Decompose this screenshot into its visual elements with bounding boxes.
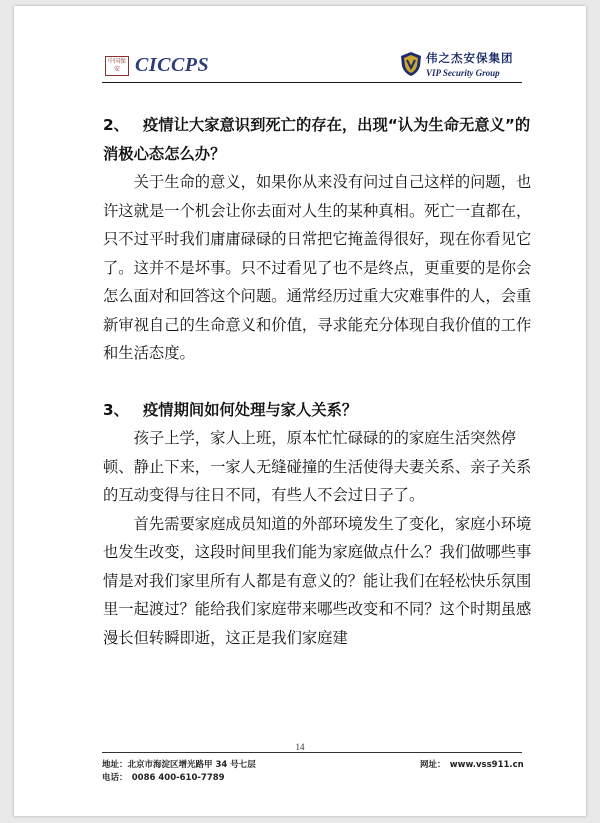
ciccps-emblem: 中国保安 [105,56,129,76]
paragraph: 孩子上学，家人上班，原本忙忙碌碌的的家庭生活突然停顿、静止下来，一家人无缝碰撞的生活使得夫妻关系、亲子关系的互动变得与往日不同，有些人不会过日子了。 [103,429,532,504]
ciccps-logo-text: CICCPS [135,54,210,76]
section-title: 疫情让大家意识到死亡的存在，出现“认为生命无意义”的消极心态怎么办？ [103,116,531,163]
shield-icon [400,51,422,77]
header-divider [102,82,522,83]
footer-phone: 电话： 0086 400-610-7789 [102,773,225,783]
section-heading-2 [103,111,537,168]
vip-security-logo [400,50,514,78]
section-title: 疫情期间如何处理与家人关系？ [143,400,358,419]
section-heading-3 [103,396,537,425]
document-page [14,6,586,816]
paragraph: 关于生命的意义，如果你从来没有问过自己这样的问题，也许这就是一个机会让你去面对人生的某种真相。死亡一直都在，只不过平时我们庸庸碌碌的日常把它掩盖得很好，现在你看见它了。这并不是坏事。只不过看见了也不是终点，更重要的是你会怎么面对和回答这个问题。通常经历过重大灾难事件的人，会重新审视自己的生命意义和价值，寻求能充分体现自我价值的工作和生活态度。 [103,173,532,362]
section-number: 2、 [103,116,129,134]
page-number: 14 [295,742,305,752]
footer-address: 地址：北京市海淀区增光路甲 34 号七层 [102,760,256,770]
footer-divider [102,752,522,753]
section-number: 3、 [103,400,129,419]
group-name-cn: 伟之杰安保集团 [426,51,514,65]
footer-website: 网址： www.vss911.cn [420,760,524,770]
group-name-en: VIP Security Group [426,68,500,78]
ciccps-logo [105,54,209,77]
paragraph: 首先需要家庭成员知道的外部环境发生了变化，家庭小环境也发生改变，这段时间里我们能为家庭做点什么？我们做哪些事情是对我们家里所有人都是有意义的？能让我们在轻松快乐氛围里一起渡过？能给我们家庭带来哪些改变和不同？这个时期虽感漫长但转瞬即逝，这正是我们家庭建 [103,514,532,647]
document-body [103,111,537,652]
